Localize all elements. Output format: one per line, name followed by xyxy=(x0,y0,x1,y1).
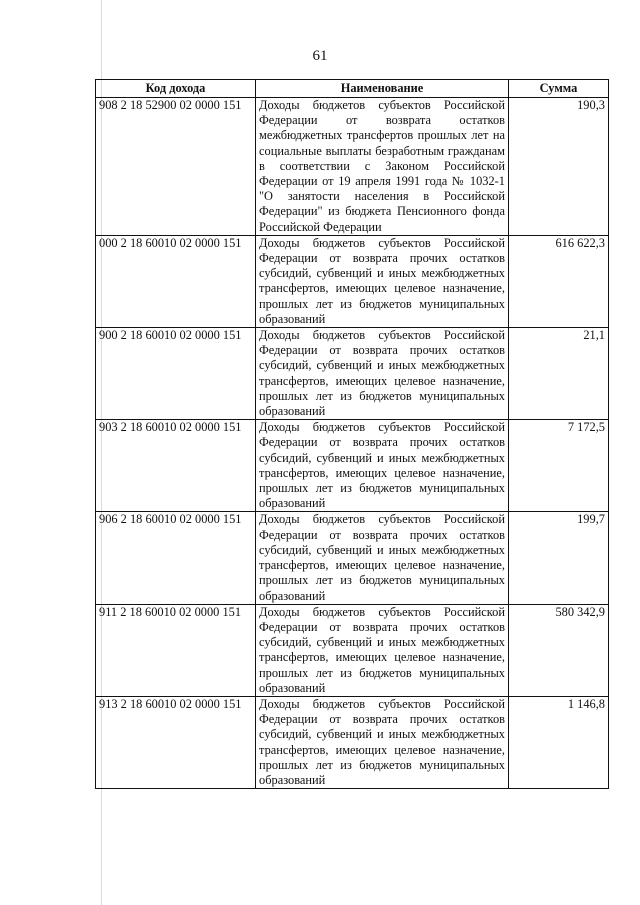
row-sum: 580 342,9 xyxy=(509,604,609,696)
row-name: Доходы бюджетов субъектов Российской Федерации от возврата прочих остатков субсидий, субвенций и иных межбюджетных трансфертов, имеющих целевое назначение, прошлых лет из бюджетов муниципальных образований xyxy=(256,696,509,788)
row-name: Доходы бюджетов субъектов Российской Федерации от возврата прочих остатков субсидий, субвенций и иных межбюджетных трансфертов, имеющих целевое назначение, прошлых лет из бюджетов муниципальных образований xyxy=(256,328,509,420)
header-name: Наименование xyxy=(256,80,509,98)
table-header-row xyxy=(96,80,609,98)
row-name: Доходы бюджетов субъектов Российской Федерации от возврата остатков межбюджетных трансфертов прошлых лет на социальные выплаты безработным гражданам в соответствии с Законом Российской Федерации от 19 апреля 1991 года № 1032-1 "О занятости населения в Российской Федерации" из бюджета Пенсионного фонда Российской Федерации xyxy=(256,98,509,236)
table-row xyxy=(96,604,609,696)
row-code: 000 2 18 60010 02 0000 151 xyxy=(96,235,256,327)
table-row xyxy=(96,235,609,327)
header-sum: Сумма xyxy=(509,80,609,98)
row-sum: 190,3 xyxy=(509,98,609,236)
row-code: 900 2 18 60010 02 0000 151 xyxy=(96,328,256,420)
row-name: Доходы бюджетов субъектов Российской Федерации от возврата прочих остатков субсидий, субвенций и иных межбюджетных трансфертов, имеющих целевое назначение, прошлых лет из бюджетов муниципальных образований xyxy=(256,235,509,327)
row-sum: 616 622,3 xyxy=(509,235,609,327)
row-code: 903 2 18 60010 02 0000 151 xyxy=(96,420,256,512)
table-row xyxy=(96,98,609,236)
row-sum: 21,1 xyxy=(509,328,609,420)
row-code: 908 2 18 52900 02 0000 151 xyxy=(96,98,256,236)
table-row xyxy=(96,696,609,788)
page-number: 61 xyxy=(312,48,328,64)
row-name: Доходы бюджетов субъектов Российской Федерации от возврата прочих остатков субсидий, субвенций и иных межбюджетных трансфертов, имеющих целевое назначение, прошлых лет из бюджетов муниципальных образований xyxy=(256,512,509,604)
row-name: Доходы бюджетов субъектов Российской Федерации от возврата прочих остатков субсидий, субвенций и иных межбюджетных трансфертов, имеющих целевое назначение, прошлых лет из бюджетов муниципальных образований xyxy=(256,604,509,696)
row-code: 911 2 18 60010 02 0000 151 xyxy=(96,604,256,696)
table-row xyxy=(96,328,609,420)
row-code: 906 2 18 60010 02 0000 151 xyxy=(96,512,256,604)
table-row xyxy=(96,420,609,512)
row-sum: 1 146,8 xyxy=(509,696,609,788)
row-sum: 7 172,5 xyxy=(509,420,609,512)
row-sum: 199,7 xyxy=(509,512,609,604)
row-name: Доходы бюджетов субъектов Российской Федерации от возврата прочих остатков субсидий, субвенций и иных межбюджетных трансфертов, имеющих целевое назначение, прошлых лет из бюджетов муниципальных образований xyxy=(256,420,509,512)
revenue-table xyxy=(95,79,609,789)
header-code: Код дохода xyxy=(96,80,256,98)
table-row xyxy=(96,512,609,604)
row-code: 913 2 18 60010 02 0000 151 xyxy=(96,696,256,788)
